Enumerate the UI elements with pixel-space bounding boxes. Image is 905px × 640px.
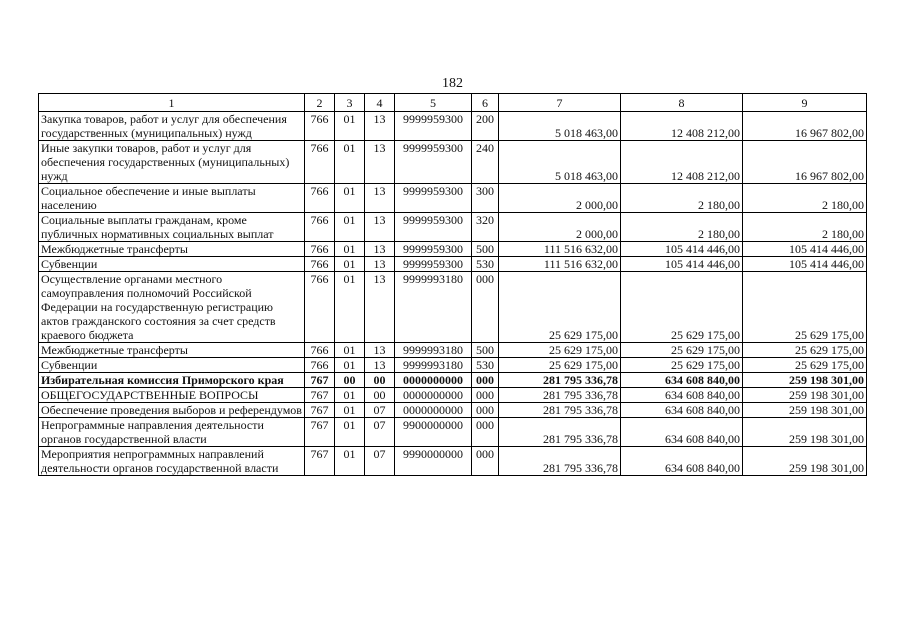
code-expense-type: 320 [472, 213, 499, 242]
code-section: 01 [335, 141, 365, 184]
code-subsection: 13 [365, 242, 395, 257]
amount-col7: 25 629 175,00 [499, 343, 621, 358]
row-name: Иные закупки товаров, работ и услуг для обеспечения государственных (муниципальных) нужд [39, 141, 305, 184]
code-admin: 767 [305, 447, 335, 476]
amount-col8: 2 180,00 [621, 213, 743, 242]
code-expense-type: 500 [472, 343, 499, 358]
code-subsection: 13 [365, 358, 395, 373]
code-section: 01 [335, 257, 365, 272]
table-row [39, 184, 867, 213]
table-row [39, 112, 867, 141]
table-row [39, 373, 867, 388]
amount-col8: 634 608 840,00 [621, 388, 743, 403]
amount-col8: 105 414 446,00 [621, 242, 743, 257]
header-row [39, 94, 867, 112]
amount-col9: 259 198 301,00 [743, 373, 867, 388]
amount-col9: 259 198 301,00 [743, 447, 867, 476]
amount-col8: 25 629 175,00 [621, 358, 743, 373]
amount-col8: 634 608 840,00 [621, 447, 743, 476]
amount-col9: 105 414 446,00 [743, 257, 867, 272]
code-admin: 766 [305, 272, 335, 343]
code-admin: 766 [305, 112, 335, 141]
code-expense-type: 000 [472, 418, 499, 447]
amount-col7: 281 795 336,78 [499, 403, 621, 418]
code-section: 01 [335, 388, 365, 403]
amount-col7: 2 000,00 [499, 184, 621, 213]
code-target: 9999959300 [395, 141, 472, 184]
code-admin: 766 [305, 213, 335, 242]
amount-col7: 5 018 463,00 [499, 112, 621, 141]
amount-col7: 25 629 175,00 [499, 358, 621, 373]
code-subsection: 13 [365, 112, 395, 141]
amount-col8: 25 629 175,00 [621, 272, 743, 343]
amount-col8: 634 608 840,00 [621, 373, 743, 388]
table-row [39, 141, 867, 184]
code-target: 9999959300 [395, 242, 472, 257]
table-row [39, 257, 867, 272]
code-expense-type: 300 [472, 184, 499, 213]
code-target: 9900000000 [395, 418, 472, 447]
amount-col7: 281 795 336,78 [499, 388, 621, 403]
code-admin: 766 [305, 184, 335, 213]
code-target: 9999993180 [395, 343, 472, 358]
amount-col9: 25 629 175,00 [743, 272, 867, 343]
amount-col7: 111 516 632,00 [499, 257, 621, 272]
code-subsection: 13 [365, 213, 395, 242]
amount-col8: 12 408 212,00 [621, 112, 743, 141]
amount-col8: 25 629 175,00 [621, 343, 743, 358]
amount-col9: 2 180,00 [743, 184, 867, 213]
code-subsection: 13 [365, 141, 395, 184]
code-target: 9999959300 [395, 112, 472, 141]
amount-col9: 2 180,00 [743, 213, 867, 242]
column-header: 7 [499, 94, 621, 112]
code-section: 01 [335, 343, 365, 358]
table-row [39, 242, 867, 257]
code-expense-type: 000 [472, 403, 499, 418]
code-target: 0000000000 [395, 373, 472, 388]
code-expense-type: 530 [472, 358, 499, 373]
amount-col9: 16 967 802,00 [743, 141, 867, 184]
code-expense-type: 500 [472, 242, 499, 257]
amount-col9: 25 629 175,00 [743, 343, 867, 358]
row-name: Социальное обеспечение и иные выплаты населению [39, 184, 305, 213]
code-expense-type: 000 [472, 388, 499, 403]
amount-col7: 281 795 336,78 [499, 447, 621, 476]
code-section: 01 [335, 213, 365, 242]
table-row [39, 447, 867, 476]
row-name: Обеспечение проведения выборов и референдумов [39, 403, 305, 418]
code-section: 01 [335, 242, 365, 257]
page-number: 182 [442, 76, 463, 91]
row-name: Осуществление органами местного самоуправления полномочий Российской Федерации на государственную регистрацию актов гражданского состояния за счет средств краевого бюджета [39, 272, 305, 343]
row-name: Субвенции [39, 257, 305, 272]
code-section: 00 [335, 373, 365, 388]
code-subsection: 07 [365, 403, 395, 418]
code-target: 9999959300 [395, 257, 472, 272]
code-target: 9999959300 [395, 184, 472, 213]
code-expense-type: 530 [472, 257, 499, 272]
code-target: 9999993180 [395, 358, 472, 373]
code-subsection: 13 [365, 184, 395, 213]
row-name: ОБЩЕГОСУДАРСТВЕННЫЕ ВОПРОСЫ [39, 388, 305, 403]
table-row [39, 358, 867, 373]
code-section: 01 [335, 112, 365, 141]
column-header: 3 [335, 94, 365, 112]
code-target: 0000000000 [395, 403, 472, 418]
amount-col8: 12 408 212,00 [621, 141, 743, 184]
table-row [39, 272, 867, 343]
code-subsection: 13 [365, 257, 395, 272]
amount-col9: 259 198 301,00 [743, 388, 867, 403]
table-row [39, 213, 867, 242]
row-name: Межбюджетные трансферты [39, 242, 305, 257]
amount-col7: 281 795 336,78 [499, 373, 621, 388]
code-expense-type: 000 [472, 373, 499, 388]
column-header: 1 [39, 94, 305, 112]
code-section: 01 [335, 418, 365, 447]
row-name: Социальные выплаты гражданам, кроме публичных нормативных социальных выплат [39, 213, 305, 242]
code-expense-type: 000 [472, 447, 499, 476]
column-header: 9 [743, 94, 867, 112]
code-subsection: 13 [365, 343, 395, 358]
code-admin: 767 [305, 373, 335, 388]
column-header: 8 [621, 94, 743, 112]
table-row [39, 343, 867, 358]
row-name: Мероприятия непрограммных направлений деятельности органов государственной власти [39, 447, 305, 476]
amount-col7: 111 516 632,00 [499, 242, 621, 257]
column-header: 6 [472, 94, 499, 112]
row-name: Непрограммные направления деятельности органов государственной власти [39, 418, 305, 447]
code-admin: 767 [305, 418, 335, 447]
code-admin: 766 [305, 343, 335, 358]
amount-col9: 105 414 446,00 [743, 242, 867, 257]
code-admin: 767 [305, 388, 335, 403]
code-admin: 766 [305, 358, 335, 373]
code-expense-type: 000 [472, 272, 499, 343]
code-admin: 766 [305, 257, 335, 272]
row-name: Субвенции [39, 358, 305, 373]
code-expense-type: 240 [472, 141, 499, 184]
column-header: 4 [365, 94, 395, 112]
amount-col7: 25 629 175,00 [499, 272, 621, 343]
code-expense-type: 200 [472, 112, 499, 141]
amount-col9: 259 198 301,00 [743, 418, 867, 447]
row-name: Межбюджетные трансферты [39, 343, 305, 358]
table-row [39, 403, 867, 418]
amount-col7: 281 795 336,78 [499, 418, 621, 447]
row-name: Избирательная комиссия Приморского края [39, 373, 305, 388]
amount-col9: 25 629 175,00 [743, 358, 867, 373]
code-section: 01 [335, 184, 365, 213]
table-row [39, 388, 867, 403]
code-section: 01 [335, 403, 365, 418]
column-header: 2 [305, 94, 335, 112]
code-target: 9990000000 [395, 447, 472, 476]
code-admin: 766 [305, 242, 335, 257]
code-admin: 766 [305, 141, 335, 184]
code-section: 01 [335, 272, 365, 343]
table-row [39, 418, 867, 447]
code-section: 01 [335, 447, 365, 476]
code-subsection: 13 [365, 272, 395, 343]
code-target: 9999959300 [395, 213, 472, 242]
code-subsection: 00 [365, 388, 395, 403]
code-subsection: 00 [365, 373, 395, 388]
amount-col9: 259 198 301,00 [743, 403, 867, 418]
amount-col8: 634 608 840,00 [621, 403, 743, 418]
column-header: 5 [395, 94, 472, 112]
amount-col7: 5 018 463,00 [499, 141, 621, 184]
code-subsection: 07 [365, 447, 395, 476]
amount-col9: 16 967 802,00 [743, 112, 867, 141]
code-section: 01 [335, 358, 365, 373]
amount-col8: 2 180,00 [621, 184, 743, 213]
code-subsection: 07 [365, 418, 395, 447]
amount-col8: 105 414 446,00 [621, 257, 743, 272]
amount-col8: 634 608 840,00 [621, 418, 743, 447]
code-target: 0000000000 [395, 388, 472, 403]
budget-table [38, 93, 867, 476]
row-name: Закупка товаров, работ и услуг для обеспечения государственных (муниципальных) нужд [39, 112, 305, 141]
code-admin: 767 [305, 403, 335, 418]
code-target: 9999993180 [395, 272, 472, 343]
amount-col7: 2 000,00 [499, 213, 621, 242]
